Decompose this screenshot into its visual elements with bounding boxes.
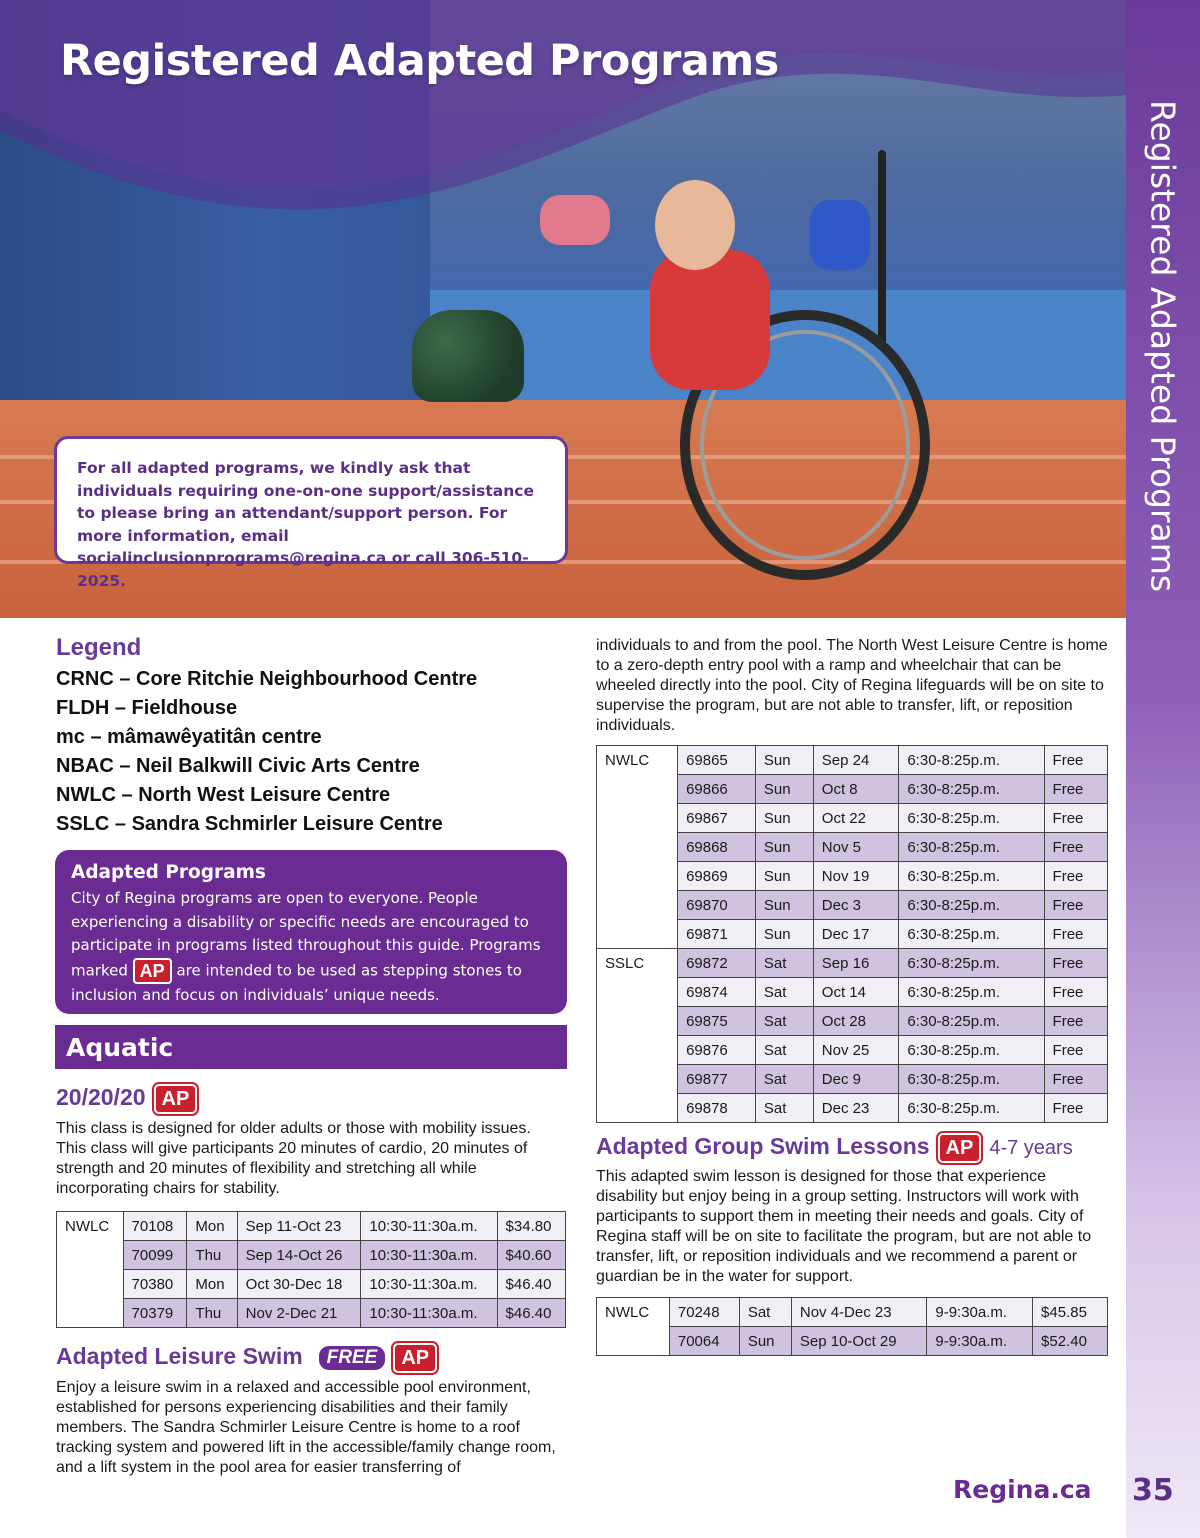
cell-date: Dec 3 bbox=[813, 891, 899, 920]
page-number: 35 bbox=[1132, 1473, 1174, 1508]
cell-code: 70379 bbox=[123, 1299, 187, 1328]
cell-fee: Free bbox=[1044, 1036, 1107, 1065]
cell-day: Sun bbox=[755, 862, 813, 891]
cell-day: Sat bbox=[755, 1007, 813, 1036]
side-title-text: Registered Adapted Programs bbox=[1143, 100, 1183, 593]
cell-code: 70064 bbox=[669, 1327, 739, 1356]
cell-code: 69878 bbox=[678, 1094, 756, 1123]
cell-fee: Free bbox=[1044, 1007, 1107, 1036]
program-title-group-swim bbox=[596, 1133, 1073, 1163]
legend-item: CRNC – Core Ritchie Neighbourhood Centre bbox=[56, 668, 478, 690]
cell-date: Oct 14 bbox=[813, 978, 899, 1007]
cell-code: 70248 bbox=[669, 1298, 739, 1327]
table-row bbox=[597, 1298, 1108, 1327]
cell-date: Oct 22 bbox=[813, 804, 899, 833]
legend-item: SSLC – Sandra Schmirler Leisure Centre bbox=[56, 813, 443, 835]
cell-code: 69871 bbox=[678, 920, 756, 949]
table-row bbox=[57, 1270, 566, 1299]
cell-day: Thu bbox=[187, 1299, 237, 1328]
free-badge-icon: FREE bbox=[319, 1346, 386, 1370]
cell-location: NWLC bbox=[597, 1298, 670, 1356]
adapted-programs-text bbox=[71, 887, 551, 1007]
adapted-programs-title: Adapted Programs bbox=[71, 862, 266, 883]
cell-fee: Free bbox=[1044, 891, 1107, 920]
cell-code: 69874 bbox=[678, 978, 756, 1007]
cell-time: 6:30-8:25p.m. bbox=[899, 862, 1044, 891]
schedule-table-leisure-swim bbox=[596, 745, 1108, 1123]
ap-badge-icon: AP bbox=[133, 958, 172, 984]
cell-fee: Free bbox=[1044, 804, 1107, 833]
cell-date: Oct 30-Dec 18 bbox=[237, 1270, 361, 1299]
cell-code: 69870 bbox=[678, 891, 756, 920]
cell-date: Sep 24 bbox=[813, 746, 899, 775]
cell-time: 6:30-8:25p.m. bbox=[899, 1065, 1044, 1094]
cell-fee: $46.40 bbox=[497, 1299, 565, 1328]
cell-time: 6:30-8:25p.m. bbox=[899, 746, 1044, 775]
adapted-programs-box bbox=[55, 850, 567, 1014]
cell-date: Nov 4-Dec 23 bbox=[791, 1298, 926, 1327]
ap-badge-icon: AP bbox=[154, 1084, 198, 1114]
cell-location: NWLC bbox=[597, 746, 678, 949]
cell-code: 69877 bbox=[678, 1065, 756, 1094]
cell-day: Sat bbox=[755, 978, 813, 1007]
cell-code: 69869 bbox=[678, 862, 756, 891]
cell-date: Dec 9 bbox=[813, 1065, 899, 1094]
support-notice-text: For all adapted programs, we kindly ask that individuals requiring one-on-one support/assistance to please bring an attendant/support person. For more information, email socialinclusionprograms@regina.ca or call 306-510-2025. bbox=[77, 459, 534, 590]
table-row bbox=[597, 746, 1108, 775]
program-description: This adapted swim lesson is designed for those that experience disability but enjoy being in a group setting. Instructors will work with participants to support them in meeting their needs and goals. City of Regina staff will be on site to facilitate the program, but are not able to transfer, lift, or reposition individuals and we recommend a parent or guardian be in the water for support. bbox=[596, 1168, 1092, 1285]
cell-fee: Free bbox=[1044, 1094, 1107, 1123]
cell-code: 69875 bbox=[678, 1007, 756, 1036]
cell-location: SSLC bbox=[597, 949, 678, 1123]
support-notice bbox=[54, 436, 568, 590]
cell-time: 6:30-8:25p.m. bbox=[899, 804, 1044, 833]
legend-item: FLDH – Fieldhouse bbox=[56, 697, 238, 719]
cell-day: Thu bbox=[187, 1241, 237, 1270]
program-title-202020 bbox=[56, 1084, 197, 1114]
legend-list bbox=[56, 666, 477, 840]
cell-fee: $45.85 bbox=[1033, 1298, 1108, 1327]
legend-item: NBAC – Neil Balkwill Civic Arts Centre bbox=[56, 755, 420, 777]
cell-time: 6:30-8:25p.m. bbox=[899, 891, 1044, 920]
section-heading-aquatic: Aquatic bbox=[55, 1025, 567, 1069]
cell-code: 69865 bbox=[678, 746, 756, 775]
cell-date: Dec 23 bbox=[813, 1094, 899, 1123]
cell-time: 6:30-8:25p.m. bbox=[899, 775, 1044, 804]
cell-time: 6:30-8:25p.m. bbox=[899, 978, 1044, 1007]
program-description-continued: individuals to and from the pool. The North West Leisure Centre is home to a zero-depth entry pool with a ramp and wheelchair that can be wheeled directly into the pool. City of Regina lifeguards will be on site to supervise the program, but are not able to transfer, lift, or reposition individuals. bbox=[596, 637, 1108, 734]
cell-day: Sun bbox=[755, 804, 813, 833]
side-title bbox=[1126, 0, 1200, 640]
cell-time: 10:30-11:30a.m. bbox=[361, 1270, 497, 1299]
schedule-table-202020 bbox=[56, 1211, 566, 1328]
cell-time: 6:30-8:25p.m. bbox=[899, 949, 1044, 978]
cell-day: Sun bbox=[755, 775, 813, 804]
cell-time: 10:30-11:30a.m. bbox=[361, 1241, 497, 1270]
ap-badge-icon: AP bbox=[393, 1343, 437, 1373]
cell-fee: Free bbox=[1044, 949, 1107, 978]
cell-time: 10:30-11:30a.m. bbox=[361, 1299, 497, 1328]
cell-day: Sun bbox=[755, 920, 813, 949]
cell-time: 9-9:30a.m. bbox=[927, 1327, 1033, 1356]
legend-title: Legend bbox=[56, 634, 142, 661]
cell-fee: Free bbox=[1044, 978, 1107, 1007]
program-title-leisure-swim bbox=[56, 1343, 437, 1373]
cell-day: Sun bbox=[739, 1327, 791, 1356]
cell-day: Mon bbox=[187, 1270, 237, 1299]
cell-date: Sep 11-Oct 23 bbox=[237, 1212, 361, 1241]
age-range: 4-7 years bbox=[989, 1137, 1073, 1160]
cell-date: Nov 25 bbox=[813, 1036, 899, 1065]
cell-code: 70099 bbox=[123, 1241, 187, 1270]
cell-time: 6:30-8:25p.m. bbox=[899, 833, 1044, 862]
cell-day: Sat bbox=[755, 949, 813, 978]
legend-item: NWLC – North West Leisure Centre bbox=[56, 784, 391, 806]
cell-fee: $34.80 bbox=[497, 1212, 565, 1241]
page-title: Registered Adapted Programs bbox=[60, 36, 779, 86]
child-figure bbox=[650, 250, 770, 390]
cell-fee: Free bbox=[1044, 862, 1107, 891]
table-row bbox=[57, 1241, 566, 1270]
cell-code: 69868 bbox=[678, 833, 756, 862]
adapted-text-after: are intended to be used as stepping stones to inclusion and focus on individuals’ unique needs. bbox=[71, 961, 522, 1004]
cell-date: Oct 8 bbox=[813, 775, 899, 804]
ball-bag bbox=[412, 310, 524, 402]
cell-day: Sat bbox=[755, 1036, 813, 1065]
cell-date: Oct 28 bbox=[813, 1007, 899, 1036]
schedule-table-group-swim bbox=[596, 1297, 1108, 1356]
cell-fee: Free bbox=[1044, 1065, 1107, 1094]
cell-day: Sat bbox=[755, 1094, 813, 1123]
cell-time: 9-9:30a.m. bbox=[927, 1298, 1033, 1327]
adapted-text-before: City of Regina programs are open to everyone. People experiencing a disability or specific needs are encouraged to participate in programs listed throughout this guide. Programs marked bbox=[71, 889, 541, 979]
cell-time: 6:30-8:25p.m. bbox=[899, 1036, 1044, 1065]
cell-code: 69872 bbox=[678, 949, 756, 978]
ap-badge-icon: AP bbox=[938, 1133, 982, 1163]
cell-fee: $40.60 bbox=[497, 1241, 565, 1270]
cell-day: Sun bbox=[755, 833, 813, 862]
program-title-text: Adapted Leisure Swim bbox=[56, 1343, 303, 1370]
cell-date: Nov 2-Dec 21 bbox=[237, 1299, 361, 1328]
cell-code: 69876 bbox=[678, 1036, 756, 1065]
program-description: This class is designed for older adults or those with mobility issues. This class will give participants 20 minutes of cardio, 20 minutes of strength and 20 minutes of flexibility and stretching all while incorporating chairs for stability. bbox=[56, 1120, 531, 1197]
cell-fee: $46.40 bbox=[497, 1270, 565, 1299]
cell-code: 69867 bbox=[678, 804, 756, 833]
program-description: Enjoy a leisure swim in a relaxed and accessible pool environment, established for persons experiencing disabilities and their family members. The Sandra Schmirler Leisure Centre is home to a roof tracking system and powered lift in the accessible/family change room, and a lift system in the pool area for easier transferring of bbox=[56, 1379, 556, 1476]
cell-fee: Free bbox=[1044, 833, 1107, 862]
cell-fee: Free bbox=[1044, 920, 1107, 949]
table-row bbox=[57, 1212, 566, 1241]
cell-date: Sep 16 bbox=[813, 949, 899, 978]
program-title-text: 20/20/20 bbox=[56, 1084, 146, 1111]
cell-fee: $52.40 bbox=[1033, 1327, 1108, 1356]
cell-fee: Free bbox=[1044, 775, 1107, 804]
cell-date: Sep 14-Oct 26 bbox=[237, 1241, 361, 1270]
program-title-text: Adapted Group Swim Lessons bbox=[596, 1133, 930, 1160]
cell-date: Sep 10-Oct 29 bbox=[791, 1327, 926, 1356]
cell-location: NWLC bbox=[57, 1212, 124, 1328]
cell-date: Nov 5 bbox=[813, 833, 899, 862]
cell-day: Mon bbox=[187, 1212, 237, 1241]
cell-day: Sun bbox=[755, 891, 813, 920]
cell-time: 6:30-8:25p.m. bbox=[899, 920, 1044, 949]
cell-code: 70380 bbox=[123, 1270, 187, 1299]
cell-date: Nov 19 bbox=[813, 862, 899, 891]
table-row bbox=[57, 1299, 566, 1328]
footer-website[interactable]: Regina.ca bbox=[953, 1475, 1092, 1504]
cell-day: Sat bbox=[739, 1298, 791, 1327]
cell-code: 69866 bbox=[678, 775, 756, 804]
cell-time: 6:30-8:25p.m. bbox=[899, 1007, 1044, 1036]
cell-date: Dec 17 bbox=[813, 920, 899, 949]
cell-day: Sun bbox=[755, 746, 813, 775]
cell-time: 6:30-8:25p.m. bbox=[899, 1094, 1044, 1123]
cell-day: Sat bbox=[755, 1065, 813, 1094]
cell-fee: Free bbox=[1044, 746, 1107, 775]
cell-time: 10:30-11:30a.m. bbox=[361, 1212, 497, 1241]
table-row bbox=[597, 1327, 1108, 1356]
table-row bbox=[597, 949, 1108, 978]
legend-item: mc – mâmawêyatitân centre bbox=[56, 726, 322, 748]
cell-code: 70108 bbox=[123, 1212, 187, 1241]
